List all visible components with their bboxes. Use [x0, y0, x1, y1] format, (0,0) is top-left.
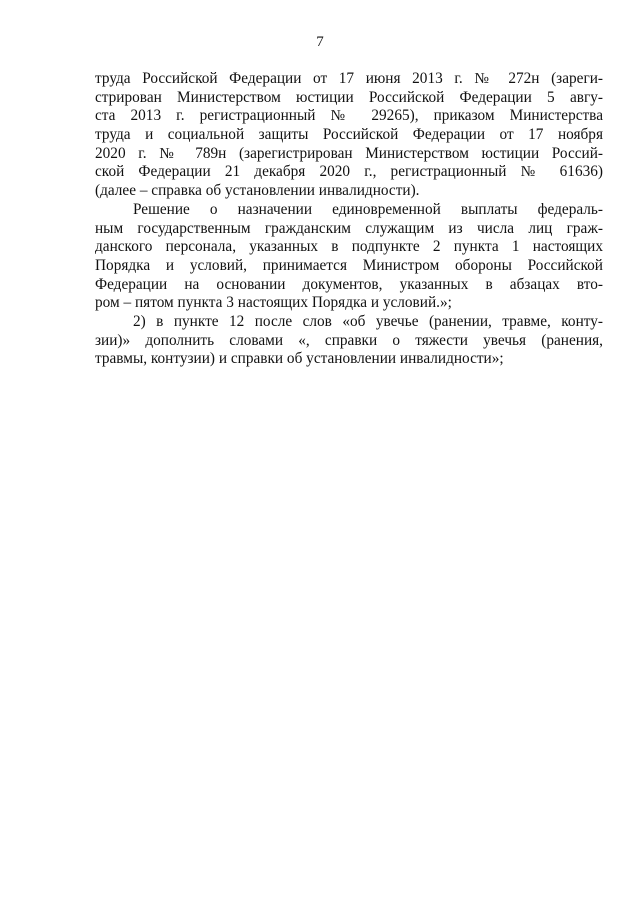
paragraph-1-line-1: труда Российской Федерации от 17 июня 2013 г. № 272н (зареги- — [95, 70, 603, 87]
paragraph-1-line-4: труда и социальной защиты Российской Федерации от 17 ноября — [95, 126, 603, 144]
paragraph-1-line-6: ской Федерации 21 декабря 2020 г., регистрационный № 61636) — [95, 163, 603, 181]
paragraph-2-line-3: данского персонала, указанных в подпункте 2 пункта 1 настоящих — [95, 238, 603, 256]
paragraph-3-line-3: травмы, контузии) и справки об установлении инвалидности»; — [95, 350, 504, 368]
paragraph-2-line-6: ром – пятом пункта 3 настоящих Порядка и условий.»; — [95, 294, 452, 312]
paragraph-1-line-5: 2020 г. № 789н (зарегистрирован Министерством юстиции Россий- — [95, 144, 603, 162]
paragraph-1-line-2: стрирован Министерством юстиции Российской Федерации 5 авгу- — [95, 88, 603, 106]
page-number: 7 — [316, 34, 324, 50]
paragraph-2-line-1: Решение о назначении единовременной выплаты федераль- — [133, 200, 603, 218]
paragraph-1-line-3: ста 2013 г. регистрационный № 29265), приказом Министерства — [95, 107, 603, 125]
paragraph-3-line-1: 2) в пункте 12 после слов «об увечье (ранении, травме, конту- — [133, 312, 603, 330]
paragraph-2-line-4: Порядка и условий, принимается Министром обороны Российской — [95, 256, 603, 274]
paragraph-2-line-2: ным государственным гражданским служащим из числа лиц граж- — [95, 219, 603, 237]
paragraph-1-line-7: (далее – справка об установлении инвалидности). — [95, 182, 420, 200]
paragraph-3-line-2: зии)» дополнить словами «, справки о тяжести увечья (ранения, — [95, 331, 603, 349]
document-body — [95, 70, 603, 369]
paragraph-2-line-5: Федерации на основании документов, указанных в абзацах вто- — [95, 275, 603, 293]
